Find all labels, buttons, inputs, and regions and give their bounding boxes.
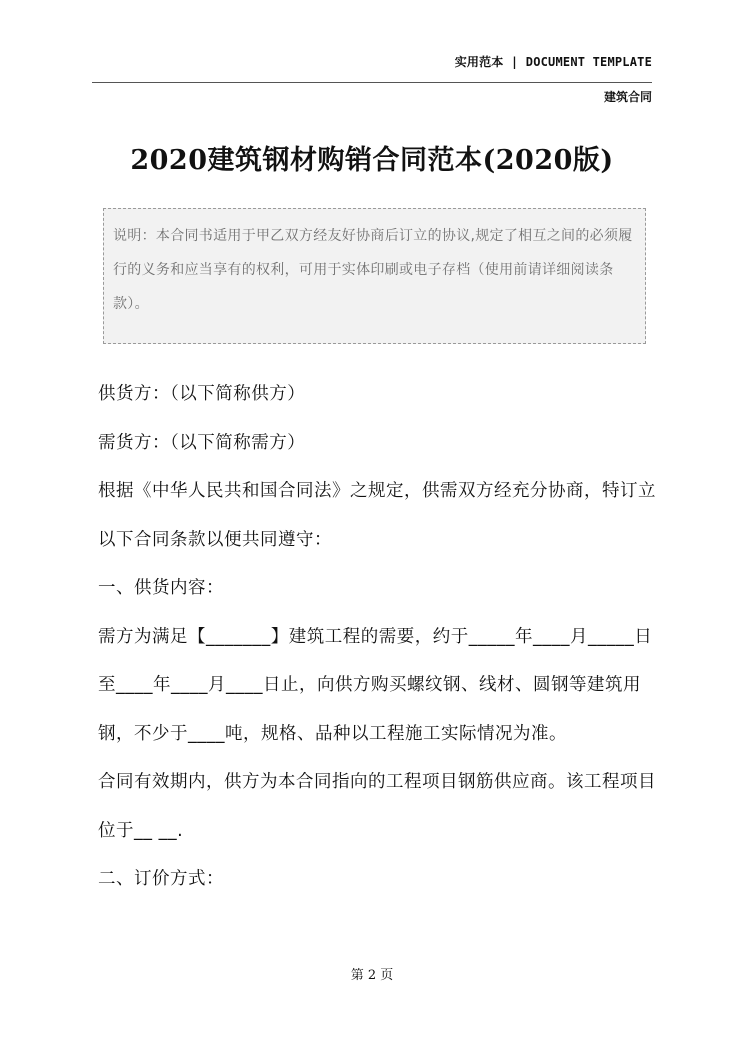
document-body <box>98 370 656 904</box>
page-number: 第 2 页 <box>350 968 394 983</box>
section-heading-supply-content: 一、供货内容： <box>98 578 224 598</box>
description-note-box <box>103 208 646 344</box>
header-top-label: 实用范本 | DOCUMENT TEMPLATE <box>454 55 652 69</box>
preamble-paragraph: 根据《中华人民共和国合同法》之规定，供需双方经充分协商，特订立以下合同条款以便共同遵守： <box>98 481 656 550</box>
description-note-text: 说明：本合同书适用于甲乙双方经友好协商后订立的协议,规定了相互之间的必须履行的义务和应当享有的权利，可用于实体印刷或电子存档（使用前请详细阅读条款）。 <box>113 228 633 312</box>
document-title: 2020建筑钢材购销合同范本(2020版) <box>130 145 614 176</box>
supply-content-paragraph: 需方为满足【_______】建筑工程的需要，约于_____年____月_____日至____年____月____日止，向供方购买螺纹钢、线材、圆钢等建筑用钢，不少于____吨，规格、品种以工程施工实际情况为准。 <box>98 626 653 744</box>
header-category: 建筑合同 <box>603 90 652 104</box>
supplier-line: 供货方：（以下简称供方） <box>98 384 306 404</box>
validity-paragraph: 合同有效期内，供方为本合同指向的工程项目钢筋供应商。该工程项目位于__ __. <box>98 772 656 841</box>
header-divider <box>92 82 652 83</box>
section-heading-pricing: 二、订价方式： <box>98 869 224 889</box>
buyer-line: 需货方：（以下简称需方） <box>98 432 306 453</box>
